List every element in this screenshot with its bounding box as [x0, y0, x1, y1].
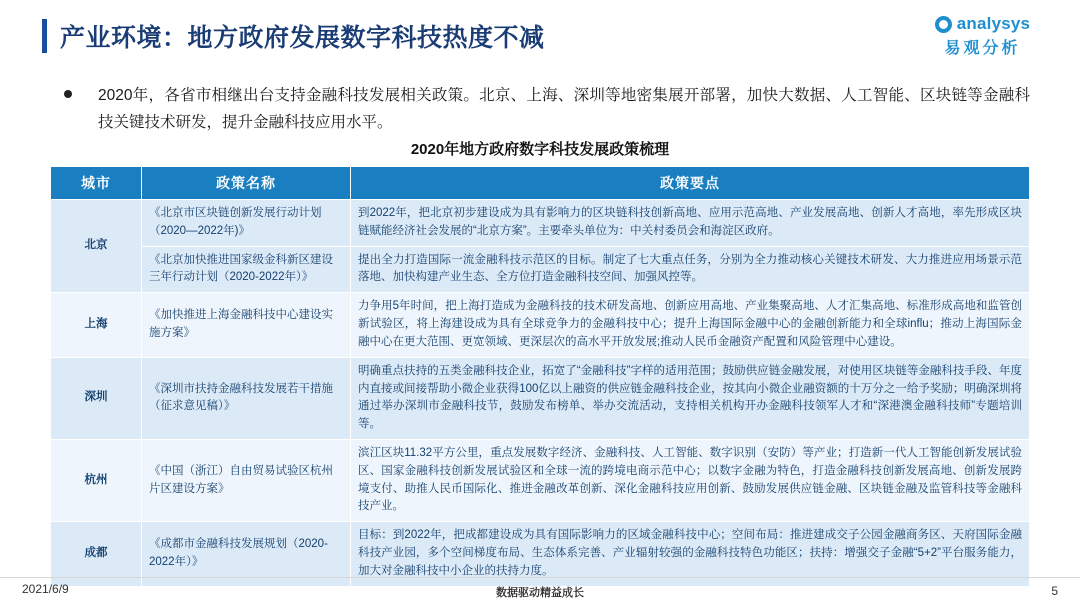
table-header	[51, 167, 1030, 200]
footer-date: 2021/6/9	[22, 582, 69, 596]
circle-logo-icon	[935, 16, 952, 33]
table-row	[51, 439, 1030, 521]
cell-city: 成都	[51, 522, 142, 586]
table-row	[51, 293, 1030, 357]
cell-city: 上海	[51, 293, 142, 357]
table-header-row	[51, 167, 1030, 200]
footer-divider	[0, 577, 1080, 578]
cell-policy-name: 《北京市区块链创新发展行动计划（2020—2022年)》	[142, 200, 351, 247]
cell-policy-name: 《北京加快推进国家级金科新区建设三年行动计划（2020-2022年）》	[142, 246, 351, 293]
logo-row	[915, 14, 1050, 34]
cell-policy-name: 《深圳市扶持金融科技发展若干措施（征求意见稿）》	[142, 357, 351, 439]
column-header-policy-points: 政策要点	[351, 167, 1030, 200]
table-row	[51, 357, 1030, 439]
page-title: 产业环境：地方政府发展数字科技热度不减	[60, 24, 545, 52]
table-caption: 2020年地方政府数字科技发展政策梳理	[410, 141, 670, 158]
brand-logo	[915, 14, 1050, 58]
bullet-dot-icon	[64, 90, 72, 98]
logo-subtitle: 易观分析	[944, 40, 1021, 57]
cell-policy-name: 《成都市金融科技发展规划（2020-2022年）》	[142, 522, 351, 586]
cell-policy-points: 目标：到2022年，把成都建设成为具有国际影响力的区域金融科技中心；空间布局：推进建成交子公园金融商务区、天府国际金融科技产业园，多个空间梯度布局、生态体系完善、产业辐射较强的金融科技特色功能区；扶持：增强交子金融“5+2”平台服务能力，加大对金融科技中小企业的扶持力度。	[351, 522, 1030, 586]
cell-city: 北京	[51, 200, 142, 293]
cell-city: 杭州	[51, 439, 142, 521]
table-row	[51, 200, 1030, 247]
cell-policy-name: 《加快推进上海金融科技中心建设实施方案》	[142, 293, 351, 357]
cell-policy-points: 力争用5年时间，把上海打造成为金融科技的技术研发高地、创新应用高地、产业集聚高地、人才汇集高地、标准形成高地和监管创新试验区，将上海建设成为具有全球竞争力的金融科技中心；提升上海国际金融中心的金融创新能力和全球influ；推动上海国际金融中心在更大范围、更宽领域、更深层次的高水平开放发展;推动人民币金融资产配置和风险管理中心建设。	[351, 293, 1030, 357]
cell-policy-points: 提出全力打造国际一流金融科技示范区的目标。制定了七大重点任务，分别为全力推动核心关键技术研发、大力推进应用场景示范落地、加快构建产业生态、全方位打造金融科技空间、加强风控等。	[351, 246, 1030, 293]
cell-policy-points: 明确重点扶持的五类金融科技企业，拓宽了“金融科技”字样的适用范围；鼓励供应链金融发展，对使用区块链等金融科技手段、年度内直接或间接帮助小微企业获得100亿以上融资的供应链金融科技企业，按其向小微企业融资额的十万分之一给予奖励；明确深圳将通过举办深圳市金融科技节，鼓励发布榜单、举办交流活动，支持相关机构开办金融科技领军人才和“深港澳金融科技师”专题培训等。	[351, 357, 1030, 439]
column-header-city: 城市	[51, 167, 142, 200]
cell-policy-points: 滨江区块11.32平方公里，重点发展数字经济、金融科技、人工智能、数字识别（安防）等产业；打造新一代人工智能创新发展试验区、国家金融科技创新发展试验区和全球一流的跨境电商示范中心；以数字金融为特色，打造金融科技创新发展高地、创新发展跨境支付、助推人民币国际化、推进金融改革创新、深化金融科技应用创新、鼓励发展供应链金融、区块链金融及监管科技等金融科技产业。	[351, 439, 1030, 521]
policy-table	[50, 166, 1030, 587]
logo-name: analysys	[956, 14, 1031, 33]
cell-city: 深圳	[51, 357, 142, 439]
page-number: 5	[1051, 584, 1058, 598]
cell-policy-name: 《中国（浙江）自由贸易试验区杭州片区建设方案》	[142, 439, 351, 521]
footer-slogan: 数据驱动精益成长	[496, 587, 584, 599]
table-body	[51, 200, 1030, 587]
bullet-text: 2020年，各省市相继出台支持金融科技发展相关政策。北京、上海、深圳等地密集展开部署，加快大数据、人工智能、区块链等金融科技关键技术研发，提升金融科技应用水平。	[98, 87, 1030, 132]
cell-policy-points: 到2022年，把北京初步建设成为具有影响力的区块链科技创新高地、应用示范高地、产业发展高地、创新人才高地，率先形成区块链赋能经济社会发展的“北京方案”。主要牵头单位为：中关村委员会和海淀区政府。	[351, 200, 1030, 247]
title-accent-bar	[42, 19, 47, 53]
summary-bullet	[64, 82, 1030, 136]
column-header-policy-name: 政策名称	[142, 167, 351, 200]
table-row	[51, 246, 1030, 293]
slide-header	[42, 18, 545, 54]
